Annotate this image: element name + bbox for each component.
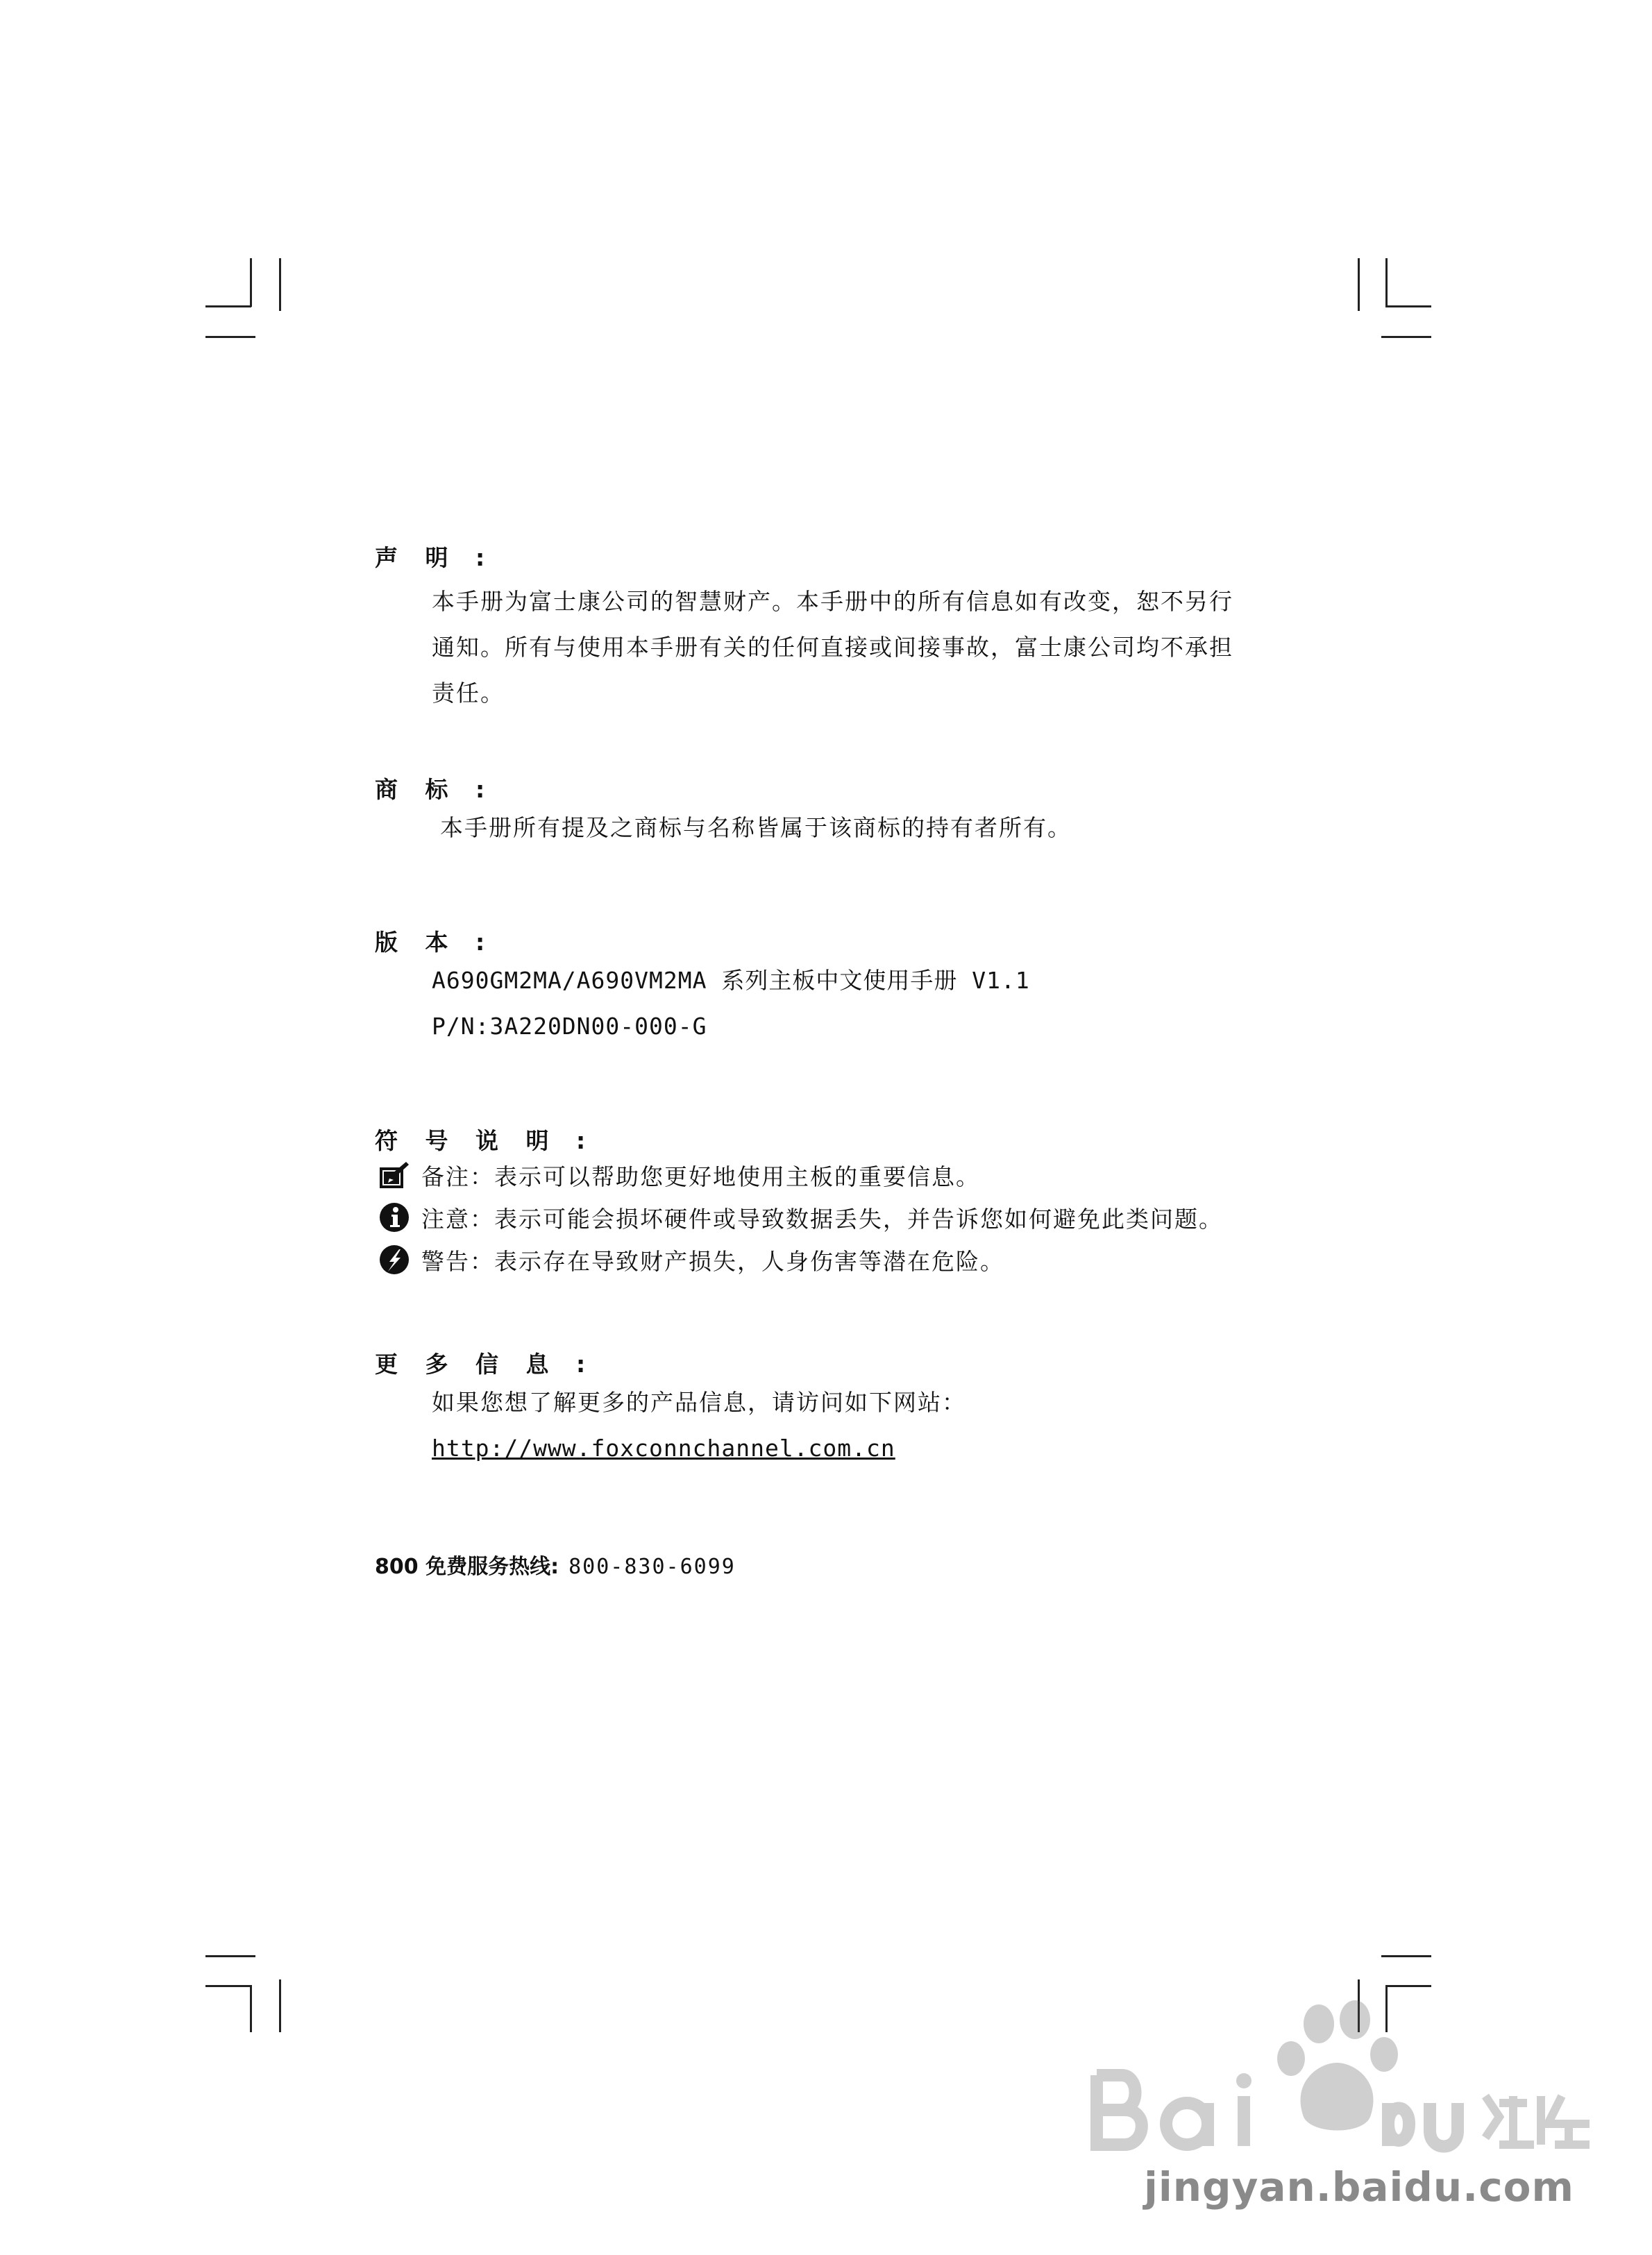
declaration-heading: 声 明 : xyxy=(375,544,495,571)
crop-mark xyxy=(1381,1955,1431,1957)
crop-mark xyxy=(205,336,255,338)
crop-mark xyxy=(1358,258,1360,311)
symbol-warning-row xyxy=(378,1240,1004,1279)
symbols-heading: 符 号 说 明 : xyxy=(375,1127,596,1154)
crop-mark xyxy=(1385,258,1388,307)
hotline xyxy=(375,1549,736,1580)
hotline-number: 800-830-6099 xyxy=(568,1555,736,1579)
hotline-label: 800 免费服务热线: xyxy=(375,1555,559,1579)
crop-mark xyxy=(279,258,281,311)
crop-mark xyxy=(279,1979,281,2032)
trademark-text: 本手册所有提及之商标与名称皆属于该商标的持有者所有。 xyxy=(440,814,1072,841)
version-heading: 版 本 : xyxy=(375,929,495,956)
crop-mark xyxy=(1381,336,1431,338)
info-icon xyxy=(378,1201,410,1233)
trademark-heading: 商 标 : xyxy=(375,776,495,803)
crop-mark xyxy=(1385,1985,1431,1987)
symbol-note-text: 备注：表示可以帮助您更好地使用主板的重要信息。 xyxy=(421,1163,980,1190)
note-icon xyxy=(378,1159,410,1191)
declaration-line: 通知。所有与使用本手册有关的任何直接或间接事故，富士康公司均不承担 xyxy=(432,634,1233,661)
crop-mark xyxy=(250,258,252,307)
declaration-text xyxy=(432,579,1233,716)
crop-mark xyxy=(205,305,251,307)
symbol-info-row xyxy=(378,1198,1223,1237)
part-number: P/N:3A220DN00-000-G xyxy=(432,1013,707,1040)
warning-icon xyxy=(378,1244,410,1276)
crop-mark xyxy=(205,1985,251,1987)
crop-mark xyxy=(1385,305,1431,307)
crop-mark xyxy=(205,1955,255,1957)
symbol-info-text: 注意：表示可能会损坏硬件或导致数据丢失，并告诉您如何避免此类问题。 xyxy=(421,1205,1223,1233)
symbol-note-row xyxy=(378,1156,980,1194)
more-info-heading: 更 多 信 息 : xyxy=(375,1351,596,1378)
watermark-site: jingyan.baidu.com xyxy=(1144,2163,1574,2211)
declaration-line: 责任。 xyxy=(432,679,505,707)
website-link[interactable]: http://www.foxconnchannel.com.cn xyxy=(432,1435,895,1462)
declaration-line: 本手册为富士康公司的智慧财产。本手册中的所有信息如有改变，恕不另行 xyxy=(432,588,1233,615)
more-info-text: 如果您想了解更多的产品信息，请访问如下网站： xyxy=(432,1389,966,1416)
version-name: A690GM2MA/A690VM2MA 系列主板中文使用手册 V1.1 xyxy=(432,967,1030,994)
crop-mark xyxy=(250,1985,252,2032)
symbol-warning-text: 警告：表示存在导致财产损失，人身伤害等潜在危险。 xyxy=(421,1247,1004,1275)
